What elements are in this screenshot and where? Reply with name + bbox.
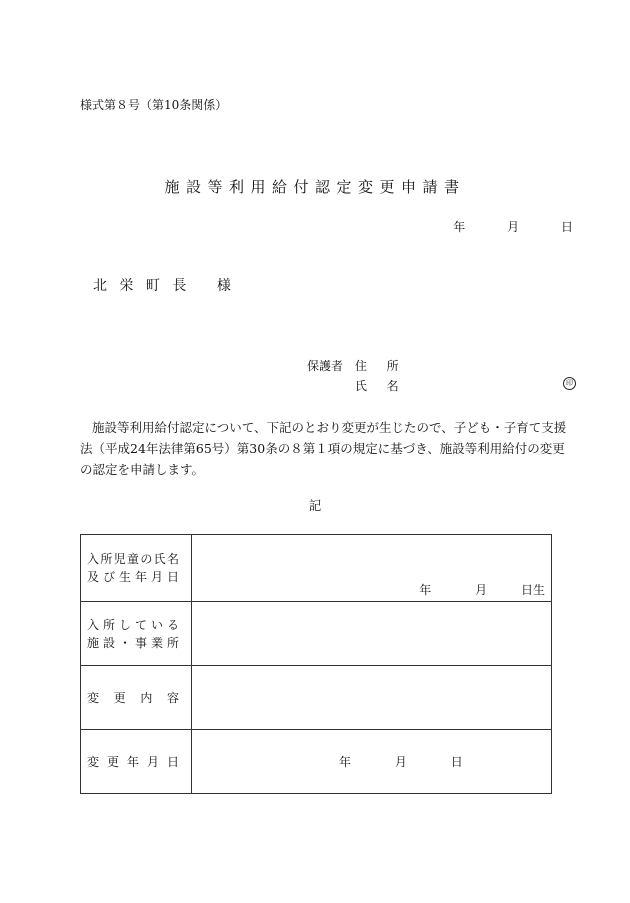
change-year: 年 bbox=[339, 755, 352, 769]
table-row-change-date bbox=[81, 730, 552, 794]
table-row-child bbox=[81, 535, 552, 602]
application-date bbox=[453, 218, 573, 235]
facility-label-cell bbox=[81, 602, 192, 666]
name-label: 氏 名 bbox=[354, 379, 407, 393]
date-year: 年 bbox=[453, 220, 466, 234]
form-number: 様式第８号（第10条関係） bbox=[80, 98, 228, 112]
seal-icon: 印 bbox=[563, 377, 576, 390]
date-day: 日 bbox=[560, 220, 573, 234]
addressee bbox=[93, 275, 235, 295]
addressee-honorific: 様 bbox=[216, 278, 235, 294]
date-month: 月 bbox=[507, 220, 520, 234]
child-label-cell bbox=[81, 535, 192, 602]
document-title: 施設等利用給付認定変更申請書 bbox=[164, 178, 466, 196]
child-label-line2: 及び生年月日 bbox=[87, 570, 179, 584]
change-content-label-cell bbox=[81, 666, 192, 730]
change-date-label: 変更年月日 bbox=[87, 754, 179, 769]
address-label: 住 所 bbox=[354, 359, 407, 373]
name-row bbox=[307, 377, 407, 394]
birth-month: 月 bbox=[475, 583, 488, 597]
change-day: 日 bbox=[450, 755, 463, 769]
birth-year: 年 bbox=[419, 583, 432, 597]
details-table bbox=[80, 534, 552, 794]
facility-label-line1: 入所している bbox=[87, 617, 179, 632]
child-label-line1: 入所児童の氏名 bbox=[87, 552, 179, 566]
facility-label-line2: 施設・事業所 bbox=[87, 635, 179, 650]
table-row-change-content bbox=[81, 666, 552, 730]
change-date-value-cell[interactable] bbox=[192, 730, 552, 794]
change-content-value-cell[interactable] bbox=[192, 666, 552, 730]
guardian-label: 保護者 bbox=[307, 359, 344, 373]
table-row-facility bbox=[81, 602, 552, 666]
applicant-block bbox=[307, 357, 407, 394]
addressee-name: 北 栄 町 長 bbox=[93, 278, 191, 294]
change-date-label-cell bbox=[81, 730, 192, 794]
change-month: 月 bbox=[394, 755, 407, 769]
address-row bbox=[307, 357, 407, 374]
child-value-cell[interactable] bbox=[192, 535, 552, 602]
birth-day: 日生 bbox=[520, 583, 545, 597]
facility-value-cell[interactable] bbox=[192, 602, 552, 666]
body-text: 施設等利用給付認定について、下記のとおり変更が生じたので、子ども・子育て支援法（平成24年法律第65号）第30条の８第１項の規定に基づき、施設等利用給付の変更の認定を申請します。 bbox=[80, 420, 567, 477]
change-content-label: 変更内容 bbox=[87, 690, 179, 705]
ki-heading: 記 bbox=[308, 498, 322, 513]
